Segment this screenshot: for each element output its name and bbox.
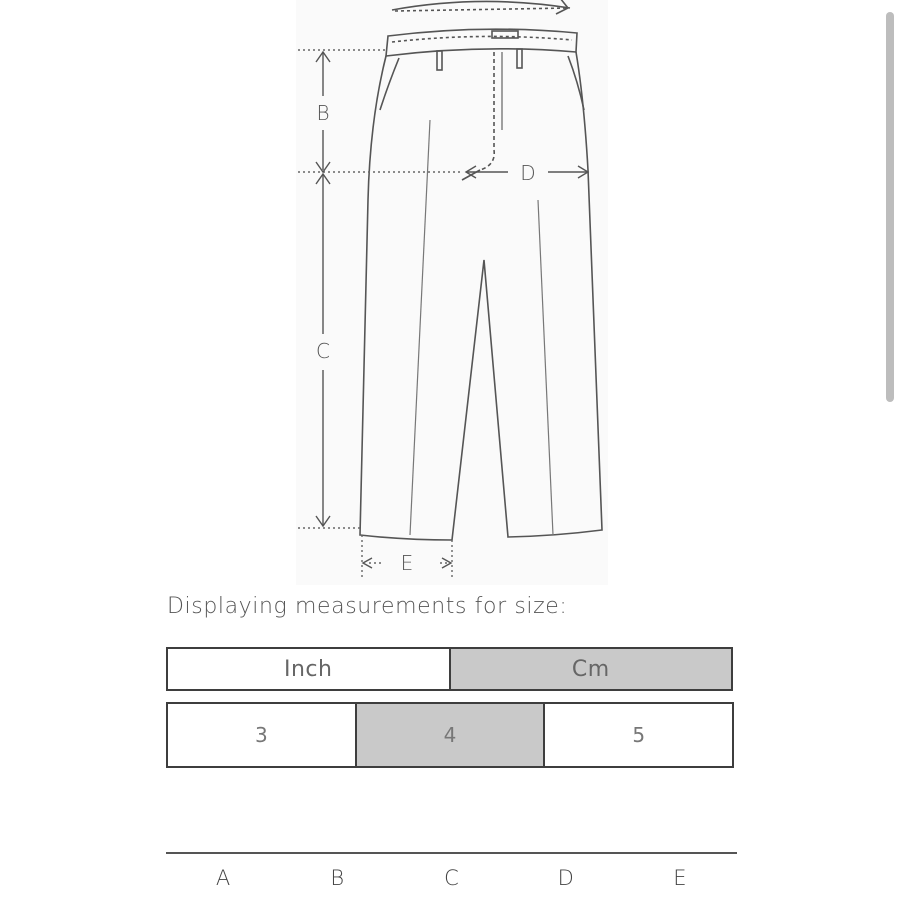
belt-loop-right [517,49,522,68]
trouser-outline [360,52,602,540]
trouser-diagram-svg [296,0,608,585]
size-option-3[interactable]: 3 [254,723,268,747]
crease-left [410,120,430,535]
belt-loop-left [437,51,442,70]
fly-stitch [480,52,494,170]
waistband-outline [386,29,577,56]
trouser-measurement-diagram [296,0,608,585]
unit-toggle [166,647,733,691]
crease-right [538,200,553,535]
label-b: B [316,101,330,125]
label-c: C [316,339,330,363]
column-header-a: A [215,866,231,890]
label-d: D [520,161,536,185]
column-header-b: B [330,866,345,890]
label-e: E [400,551,414,575]
waistband-stitch [392,36,572,42]
table-top-rule [166,852,737,854]
measurement-table-header [166,866,737,890]
size-selector [166,702,734,768]
size-option-5[interactable]: 5 [543,704,732,766]
unit-cm-button[interactable]: Cm [449,649,732,689]
waist-measure-line [395,8,568,11]
measurements-caption: Displaying measurements for size: [167,594,568,619]
column-header-c: C [444,866,459,890]
column-header-e: E [673,866,687,890]
column-header-d: D [557,866,574,890]
pocket-right [568,56,584,110]
unit-inch-button[interactable]: Inch [284,656,333,682]
page-scrollbar[interactable] [886,12,894,402]
size-option-4[interactable]: 4 [355,704,544,766]
